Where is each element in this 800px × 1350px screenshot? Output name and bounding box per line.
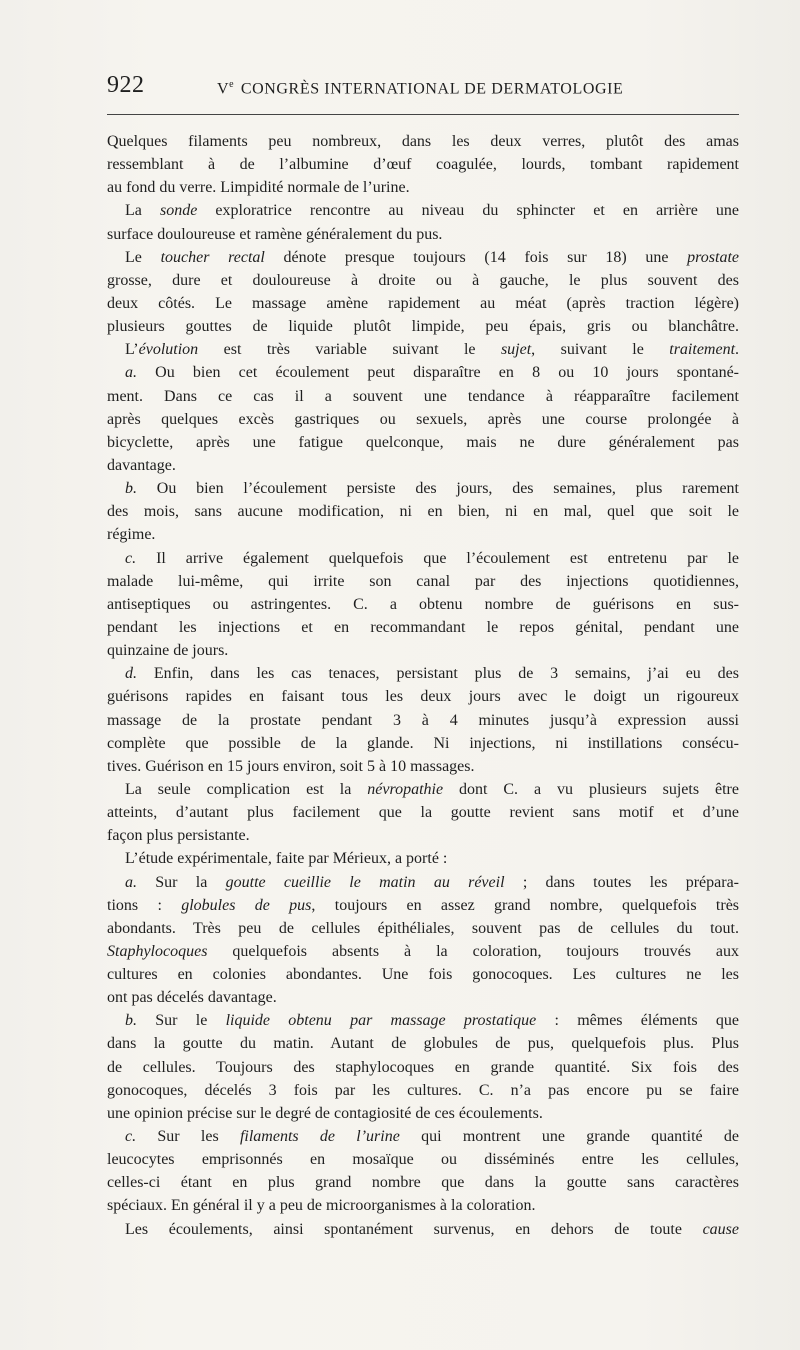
text-line	[107, 223, 739, 246]
text-segment: Sur la	[137, 873, 226, 891]
text-segment: gonocoques, décelés 3 fois par les cultures. C. n’a pas encore pu se faire	[107, 1081, 739, 1099]
text-line	[107, 685, 739, 708]
text-line	[107, 940, 739, 963]
text-segment: dont C. a vu plusieurs sujets être	[443, 780, 739, 798]
text-line	[107, 199, 739, 222]
text-segment: Ou bien cet écoulement peut disparaître en 8 ou 10 jours spontané-	[137, 364, 739, 382]
italic-text-segment: liquide obtenu par massage prostatique	[225, 1012, 537, 1030]
page-header	[107, 72, 739, 102]
text-segment: dénote presque toujours (14 fois sur 18) une	[264, 248, 688, 266]
text-segment: guérisons rapides en faisant tous les deux jours avec le doigt un rigoureux	[107, 688, 739, 706]
text-line	[107, 963, 739, 986]
text-line	[107, 547, 739, 570]
text-segment: Il arrive également quelquefois que l’écoulement est entretenu par le	[136, 549, 739, 567]
running-head-prefix: V	[217, 80, 230, 98]
text-segment: L’	[125, 341, 139, 359]
text-segment: ment. Dans ce cas il a souvent une tendance à réapparaître facilement	[107, 387, 739, 405]
italic-text-segment: traitement	[669, 341, 736, 359]
text-segment: bicyclette, après une fatigue quelconque, mais ne dure généralement pas	[107, 433, 739, 451]
text-segment: , suivant le	[531, 341, 670, 359]
text-segment: ressemblant à de l’albumine d’œuf coagulée, lourds, tombant rapidement	[107, 156, 739, 174]
text-line	[107, 824, 739, 847]
text-segment: .	[735, 341, 739, 359]
text-segment: celles-ci étant en plus grand nombre que dans la goutte sans caractères	[107, 1174, 739, 1192]
text-line	[107, 639, 739, 662]
text-segment: Quelques filaments peu nombreux, dans les deux verres, plutôt des amas	[107, 133, 739, 150]
text-line	[107, 385, 739, 408]
text-line	[107, 176, 739, 199]
italic-text-segment: b.	[125, 480, 137, 498]
text-line	[107, 315, 739, 338]
italic-text-segment: névropathie	[367, 780, 444, 798]
text-segment: spéciaux. En général il y a peu de microorganismes à la coloration.	[107, 1197, 536, 1215]
text-line	[107, 500, 739, 523]
text-line	[107, 1218, 739, 1241]
italic-text-segment: filaments de l’urine	[239, 1128, 400, 1146]
text-segment: Enfin, dans les cas tenaces, persistant plus de 3 semains, j’ai eu des	[137, 665, 739, 683]
text-line	[107, 454, 739, 477]
text-line	[107, 338, 739, 361]
text-line	[107, 431, 739, 454]
text-segment: cultures en colonies abondantes. Une fois gonocoques. Les cultures ne les	[107, 966, 739, 984]
running-head	[217, 79, 623, 98]
text-line	[107, 894, 739, 917]
text-segment: façon plus persistante.	[107, 827, 250, 845]
text-segment: est très variable suivant le	[198, 341, 501, 359]
text-line	[107, 1079, 739, 1102]
text-segment: L’étude expérimentale, faite par Mérieux, a porté :	[125, 850, 448, 868]
italic-text-segment: toucher rectal	[160, 248, 265, 266]
text-segment: grosse, dure et douloureuse à droite ou à gauche, le plus souvent des	[107, 271, 739, 289]
italic-text-segment: évolution	[138, 341, 199, 359]
text-line	[107, 732, 739, 755]
text-segment: pendant les injections et en recommandant le repos génital, pendant une	[107, 618, 739, 636]
text-segment: Le	[125, 248, 161, 266]
text-segment: Ou bien l’écoulement persiste des jours, des semaines, plus rarement	[137, 480, 739, 498]
text-line	[107, 755, 739, 778]
italic-text-segment: goutte cueillie le matin au réveil	[225, 873, 505, 891]
italic-text-segment: c.	[125, 1128, 137, 1146]
text-line	[107, 662, 739, 685]
header-rule	[107, 114, 739, 115]
text-line	[107, 408, 739, 431]
text-line	[107, 1125, 739, 1148]
text-line	[107, 1148, 739, 1171]
text-segment: quinzaine de jours.	[107, 642, 229, 660]
text-segment: La	[125, 202, 160, 220]
text-segment: après quelques excès gastriques ou sexuels, après une course prolongée à	[107, 410, 739, 428]
text-segment: deux côtés. Le massage amène rapidement au méat (après traction légère)	[107, 294, 739, 312]
text-line	[107, 871, 739, 894]
text-segment: des mois, sans aucune modification, ni en bien, ni en mal, quel que soit le	[107, 503, 739, 521]
text-segment: Sur les	[136, 1128, 240, 1146]
text-segment: qui montrent une grande quantité de	[399, 1128, 739, 1146]
text-segment: ; dans toutes les prépara-	[504, 873, 739, 891]
text-segment: malade lui-même, qui irrite son canal par des injections quotidiennes,	[107, 572, 739, 590]
text-segment: tions :	[107, 896, 182, 914]
body-text	[107, 130, 739, 1241]
text-line	[107, 778, 739, 801]
text-line	[107, 523, 739, 546]
text-line	[107, 709, 739, 732]
text-line	[107, 1102, 739, 1125]
text-line	[107, 986, 739, 1009]
text-line	[107, 917, 739, 940]
text-segment: leucocytes emprisonnés en mosaïque ou disséminés entre les cellules,	[107, 1151, 739, 1169]
text-line	[107, 153, 739, 176]
text-segment: La seule complication est la	[125, 780, 368, 798]
text-segment: atteints, d’autant plus facilement que la goutte revient sans motif et d’une	[107, 804, 739, 822]
text-line	[107, 616, 739, 639]
italic-text-segment: cause	[702, 1220, 739, 1238]
text-segment: , toujours en assez grand nombre, quelquefois très	[311, 896, 739, 914]
text-line	[107, 847, 739, 870]
text-segment: Sur le	[137, 1012, 226, 1030]
text-segment: massage de la prostate pendant 3 à 4 minutes jusqu’à expression aussi	[107, 711, 739, 729]
page-number: 922	[107, 72, 145, 98]
text-segment: ont pas décelés davantage.	[107, 989, 277, 1007]
text-segment: complète que possible de la glande. Ni injections, ni instillations consécu-	[107, 734, 739, 752]
text-segment: antiseptiques ou astringentes. C. a obtenu nombre de guérisons en sus-	[107, 595, 739, 613]
text-line	[107, 246, 739, 269]
text-line	[107, 269, 739, 292]
text-line	[107, 130, 739, 153]
italic-text-segment: sujet	[500, 341, 532, 359]
text-segment: régime.	[107, 526, 156, 544]
text-segment: Les écoulements, ainsi spontanément survenus, en dehors de toute	[125, 1220, 703, 1238]
text-segment: plusieurs gouttes de liquide plutôt limpide, peu épais, gris ou blanchâtre.	[107, 318, 739, 336]
text-segment: une opinion précise sur le degré de contagiosité de ces écoulements.	[107, 1104, 543, 1122]
text-line	[107, 1032, 739, 1055]
text-line	[107, 801, 739, 824]
text-line	[107, 593, 739, 616]
italic-text-segment: b.	[125, 1012, 137, 1030]
italic-text-segment: c.	[125, 549, 137, 567]
text-line	[107, 570, 739, 593]
italic-text-segment: a.	[125, 364, 137, 382]
italic-text-segment: a.	[125, 873, 137, 891]
italic-text-segment: globules de pus	[181, 896, 312, 914]
text-line	[107, 1009, 739, 1032]
text-segment: surface douloureuse et ramène généralement du pus.	[107, 225, 443, 243]
text-segment: dans la goutte du matin. Autant de globules de pus, quelquefois plus. Plus	[107, 1035, 739, 1053]
text-segment: au fond du verre. Limpidité normale de l’urine.	[107, 179, 410, 197]
text-segment: exploratrice rencontre au niveau du sphincter et en arrière une	[197, 202, 739, 220]
text-line	[107, 292, 739, 315]
text-segment: : mêmes éléments que	[536, 1012, 739, 1030]
text-line	[107, 361, 739, 384]
running-head-superscript: e	[229, 79, 235, 90]
italic-text-segment: d.	[125, 665, 137, 683]
text-segment: tives. Guérison en 15 jours environ, soit 5 à 10 massages.	[107, 757, 475, 775]
text-segment: davantage.	[107, 456, 176, 474]
text-line	[107, 477, 739, 500]
text-segment: quelquefois absents à la coloration, toujours trouvés aux	[207, 942, 739, 960]
italic-text-segment: prostate	[687, 248, 739, 266]
text-line	[107, 1056, 739, 1079]
running-head-title: CONGRÈS INTERNATIONAL DE DERMATOLOGIE	[240, 80, 624, 98]
text-segment: abondants. Très peu de cellules épithéliales, souvent pas de cellules du tout.	[107, 919, 739, 937]
text-segment: de cellules. Toujours des staphylocoques en grande quantité. Six fois des	[107, 1058, 739, 1076]
italic-text-segment: sonde	[159, 202, 198, 220]
italic-text-segment: Staphylocoques	[107, 942, 208, 960]
text-line	[107, 1171, 739, 1194]
text-line	[107, 1194, 739, 1217]
